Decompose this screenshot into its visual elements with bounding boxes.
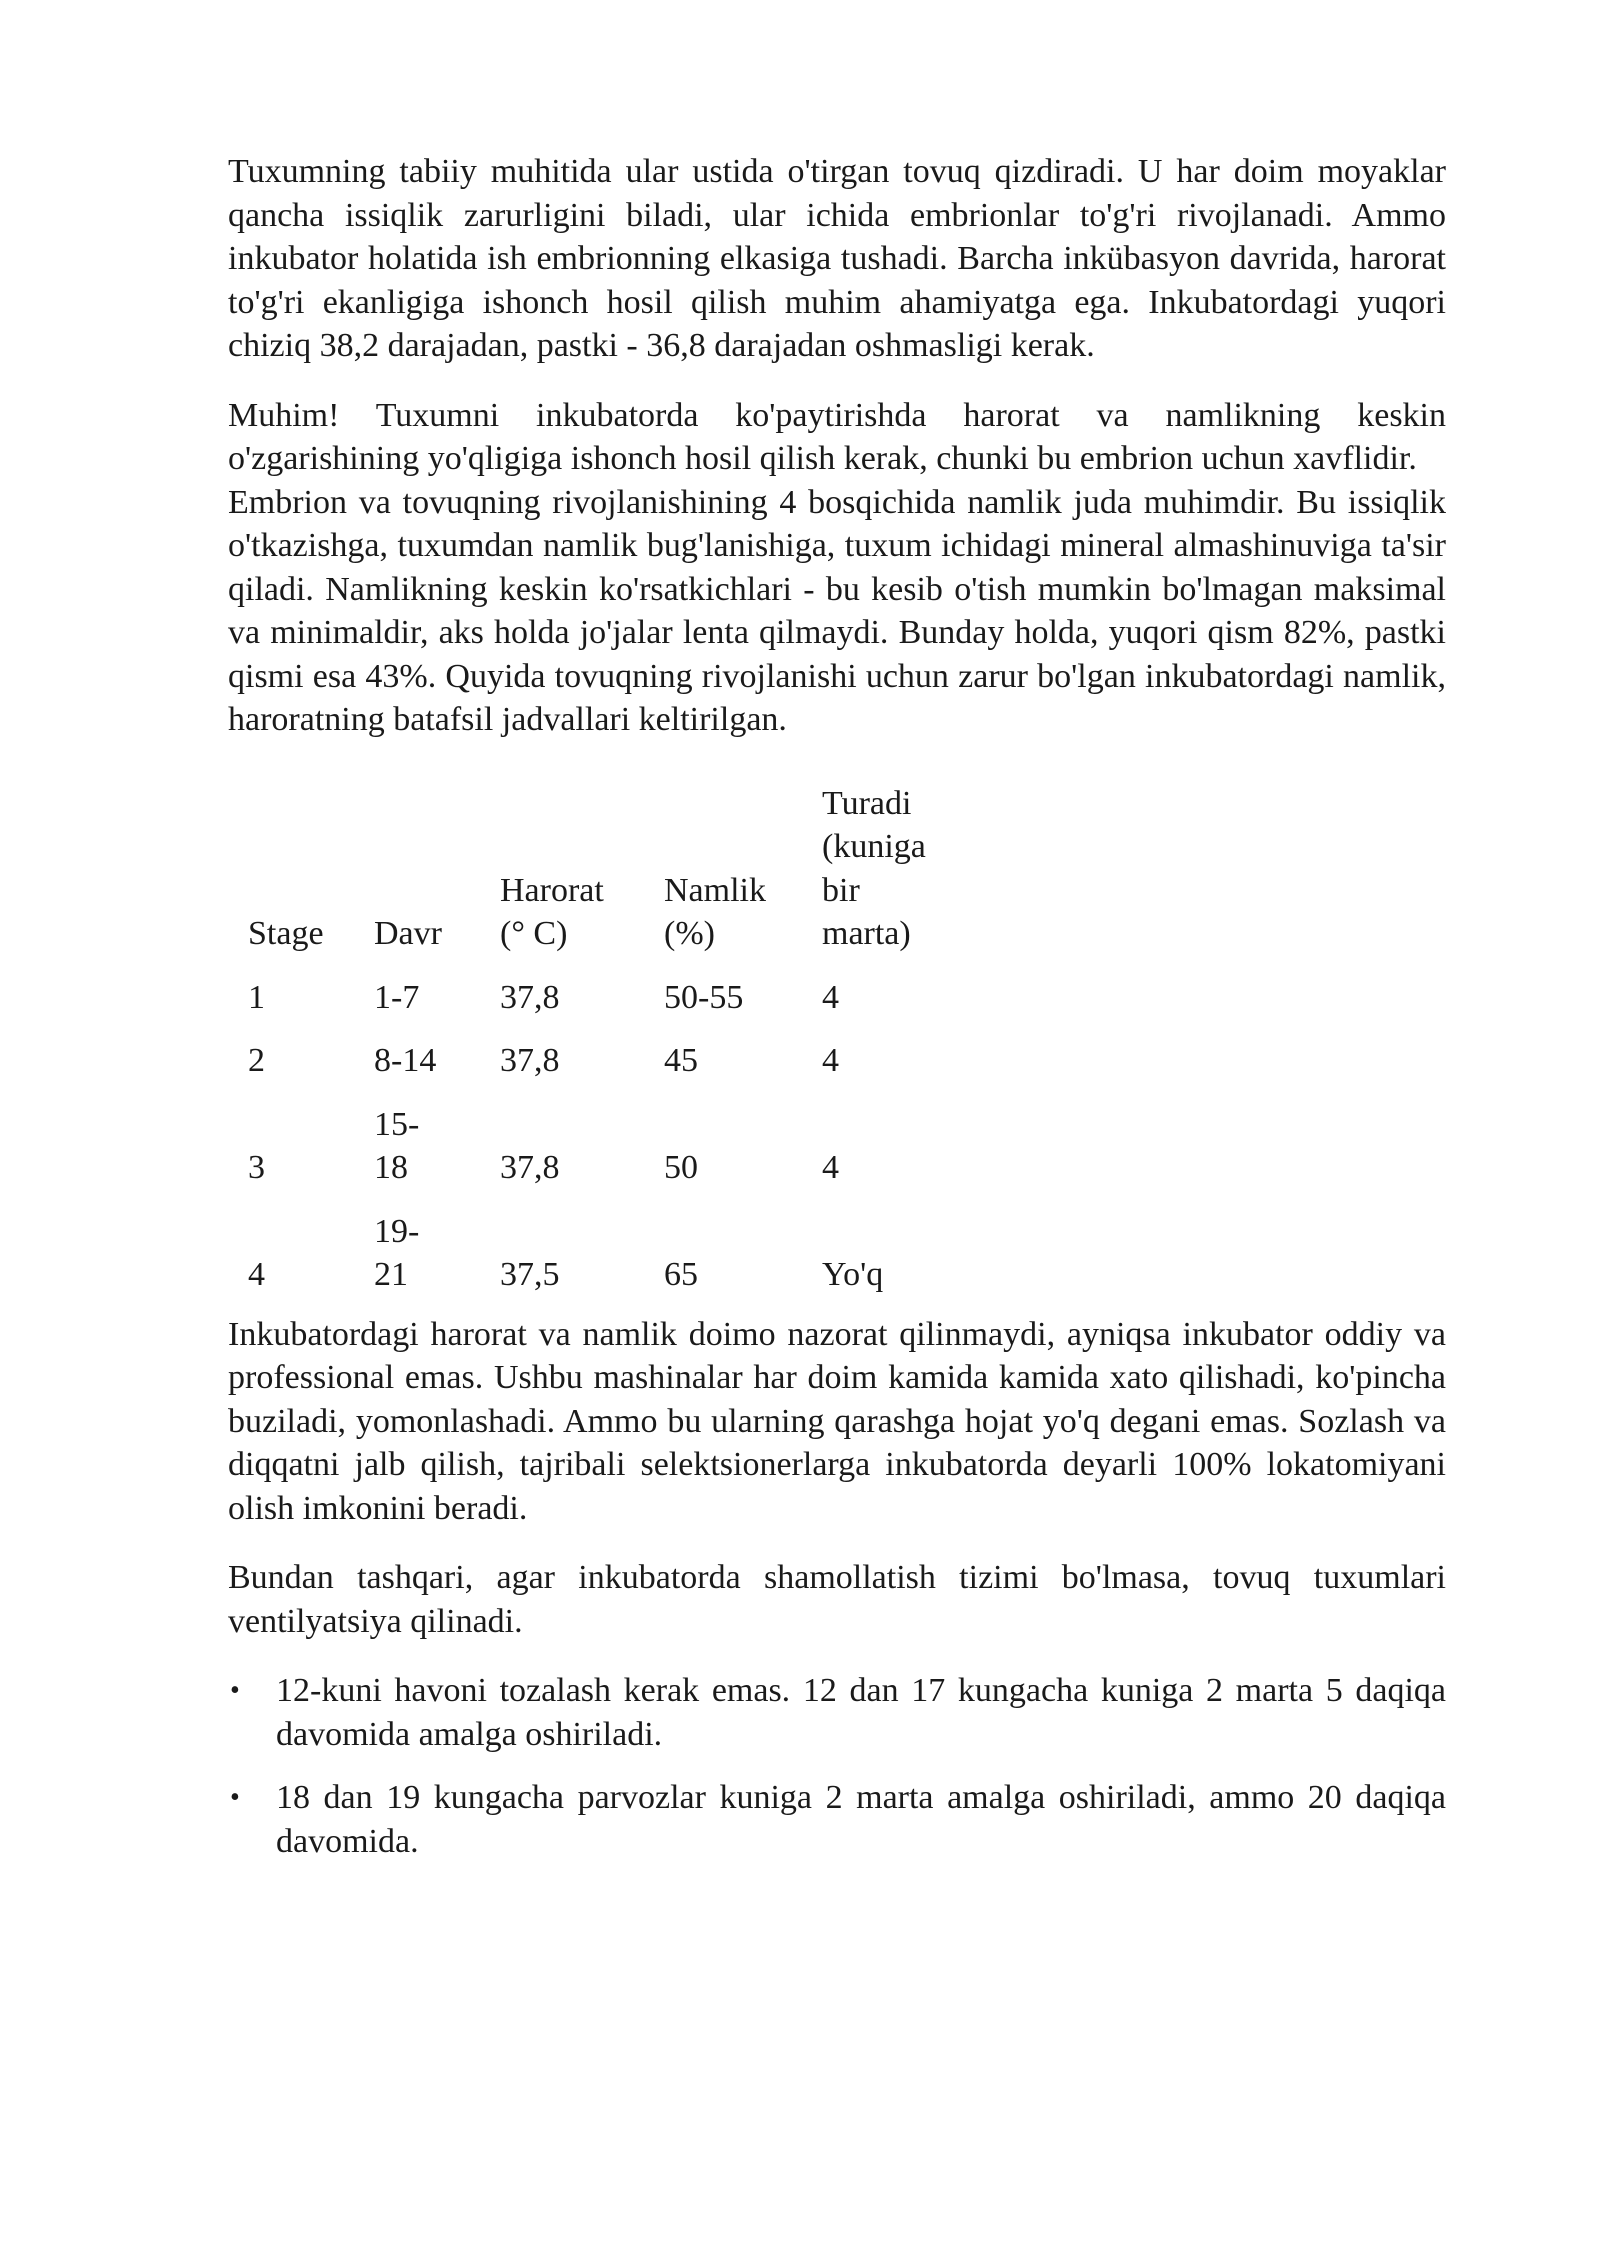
incubation-table: [228, 782, 962, 1305]
cell-turadi: 4: [822, 1042, 839, 1079]
cell-namlik: 45: [664, 1042, 698, 1079]
cell-davr: 19- 21: [374, 1212, 420, 1293]
list-item: [228, 1776, 1446, 1863]
cell-namlik: 65: [664, 1256, 698, 1293]
paragraph-intro: Tuxumning tabiiy muhitida ular ustida o'tirgan tovuq qizdiradi. U har doim moyaklar qancha issiqlik zarurligini biladi, ular ichida embrionlar to'g'ri rivojlanadi. Ammo inkubator holatida ish embrionning elkasiga tushadi. Barcha inkübasyon davrida, harorat to'g'ri ekanligiga ishonch hosil qilish muhim ahamiyatga ega. Inkubatordagi yuqori chiziq 38,2 darajadan, pastki - 36,8 darajadan oshmasligi kerak.: [228, 153, 1446, 364]
table-row: [228, 1210, 962, 1305]
paragraph-humidity: Embrion va tovuqning rivojlanishining 4 bosqichida namlik juda muhimdir. Bu issiqlik o'tkazishga, tuxumdan namlik bug'lanishiga, tuxum ichidagi mineral almashinuviga ta'sir qiladi. Namlikning keskin ko'rsatkichlari - bu kesib o'tish mumkin bo'lmagan maksimal va minimaldir, aks holda jo'jalar lenta qilmaydi. Bunday holda, yuqori qism 82%, pastki qismi esa 43%. Quyida tovuqning rivojlanishi uchun zarur bo'lgan inkubatordagi namlik, haroratning batafsil jadvallari keltirilgan.: [228, 483, 1446, 738]
ventilation-list: [228, 1669, 1446, 1863]
cell-stage: 3: [248, 1149, 265, 1186]
cell-stage: 1: [248, 978, 265, 1016]
cell-namlik: 50-55: [664, 978, 744, 1016]
paragraph-ventilation: Bundan tashqari, agar inkubatorda shamollatish tizimi bo'lmasa, tovuq tuxumlari ventilyatsiya qilinadi.: [228, 1559, 1446, 1640]
list-item-text: 18 dan 19 kungacha parvozlar kuniga 2 marta amalga oshiriladi, ammo 20 daqiqa davomida.: [276, 1779, 1446, 1860]
list-item-text: 12-kuni havoni tozalash kerak emas. 12 dan 17 kungacha kuniga 2 marta 5 daqiqa davomida amalga oshiriladi.: [276, 1672, 1446, 1753]
cell-turadi: Yo'q: [822, 1256, 884, 1293]
cell-turadi: 4: [822, 978, 839, 1016]
cell-namlik: 50: [664, 1149, 698, 1186]
header-harorat: Harorat (° C): [500, 871, 604, 952]
cell-davr: 8-14: [374, 1042, 437, 1079]
table-row: [228, 1039, 962, 1103]
table-row: [228, 1103, 962, 1210]
header-stage: Stage: [248, 915, 324, 952]
header-turadi: Turadi (kuniga bir marta): [822, 784, 926, 952]
paragraph-important: Muhim! Tuxumni inkubatorda ko'paytirishda harorat va namlikning keskin o'zgarishining yo'qligiga ishonch hosil qilish kerak, chunki bu embrion uchun xavflidir.: [228, 396, 1446, 477]
table-header-row: [228, 782, 962, 976]
cell-harorat: 37,8: [500, 978, 560, 1016]
cell-turadi: 4: [822, 1149, 839, 1186]
list-item: [228, 1669, 1446, 1756]
document-page: [228, 150, 1446, 1863]
cell-harorat: 37,5: [500, 1256, 560, 1293]
header-namlik: Namlik (%): [664, 871, 766, 952]
header-davr: Davr: [374, 915, 442, 952]
cell-harorat: 37,8: [500, 1042, 560, 1079]
table-row: [228, 976, 962, 1040]
cell-davr: 1-7: [374, 978, 420, 1016]
cell-stage: 2: [248, 1042, 265, 1079]
paragraph-control: Inkubatordagi harorat va namlik doimo nazorat qilinmaydi, ayniqsa inkubator oddiy va professional emas. Ushbu mashinalar har doim kamida kamida xato qilishadi, ko'pincha buziladi, yomonlashadi. Ammo bu ularning qarashga hojat yo'q degani emas. Sozlash va diqqatni jalb qilish, tajribali selektsionerlarga inkubatorda deyarli 100% lokatomiyani olish imkonini beradi.: [228, 1315, 1446, 1527]
cell-davr: 15- 18: [374, 1105, 420, 1186]
cell-stage: 4: [248, 1256, 265, 1293]
bullet-icon: •: [230, 1675, 240, 1706]
cell-harorat: 37,8: [500, 1149, 560, 1186]
bullet-icon: •: [230, 1782, 240, 1813]
